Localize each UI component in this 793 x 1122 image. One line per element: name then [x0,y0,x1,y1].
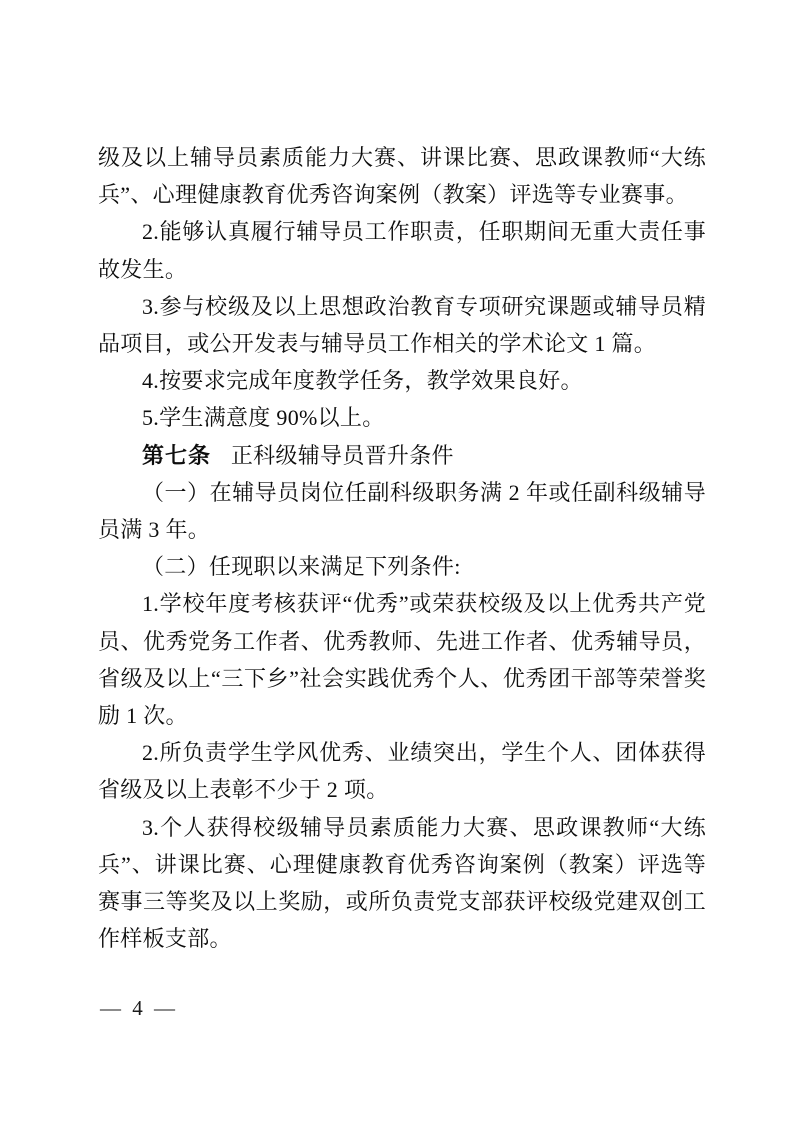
document-body [98,139,706,957]
paragraph-item-4: 4.按要求完成年度教学任务，教学效果良好。 [142,368,583,394]
paragraph-clause-1: （一）在辅导员岗位任副科级职务满 2 年或任副科级辅导员满 3 年。 [98,479,706,543]
paragraph-condition-1: 1.学校年度考核获评“优秀”或荣获校级及以上优秀共产党员、优秀党务工作者、优秀教师、先进工作者、优秀辅导员，省级及以上“三下乡”社会实践优秀个人、优秀团干部等荣誉奖励 1 次。 [98,591,706,729]
article-number: 第七条 [142,442,212,468]
paragraph-continuation: 级及以上辅导员素质能力大赛、讲课比赛、思政课教师“大练兵”、心理健康教育优秀咨询案例（教案）评选等专业赛事。 [98,145,706,208]
paragraph-item-5: 5.学生满意度 90%以上。 [142,405,385,431]
page-number: — 4 — [100,996,178,1020]
paragraph-item-2: 2.能够认真履行辅导员工作职责，任职期间无重大责任事故发生。 [98,219,706,282]
article-heading [98,437,706,474]
paragraph-clause-2: （二）任现职以来满足下列条件: [142,554,461,580]
paragraph-item-3: 3.参与校级及以上思想政治教育专项研究课题或辅导员精品项目，或公开发表与辅导员工作相关的学术论文 1 篇。 [98,293,706,357]
article-title: 正科级辅导员晋升条件 [230,442,454,468]
paragraph-condition-3: 3.个人获得校级辅导员素质能力大赛、思政课教师“大练兵”、讲课比赛、心理健康教育优秀咨询案例（教案）评选等赛事三等奖及以上奖励，或所负责党支部获评校级党建双创工作样板支部。 [98,814,706,952]
paragraph-condition-2: 2.所负责学生学风优秀、业绩突出，学生个人、团体获得省级及以上表彰不少于 2 项。 [98,740,706,803]
